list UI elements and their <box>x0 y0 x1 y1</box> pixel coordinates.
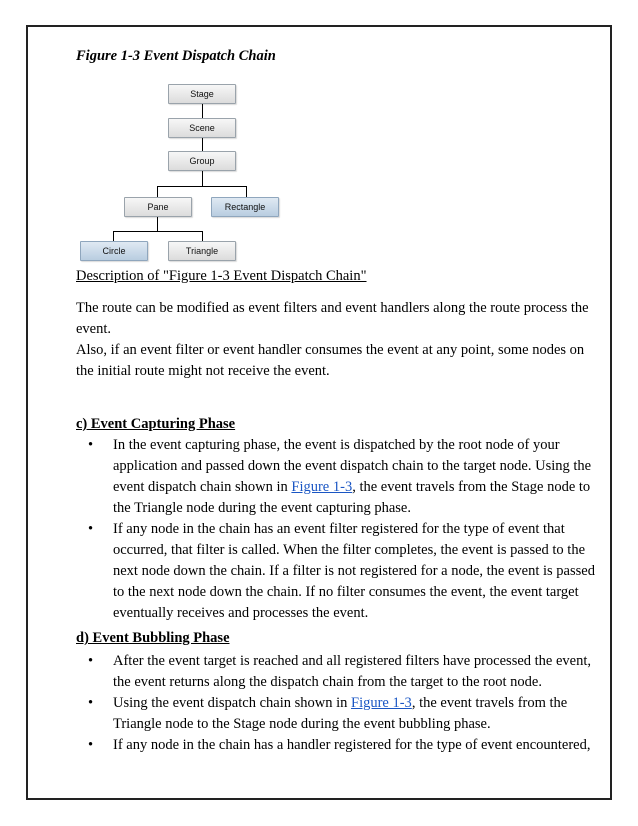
connector-pane-down <box>157 217 158 231</box>
bullet-icon: • <box>88 695 94 711</box>
connector-group-down <box>202 171 203 186</box>
capturing-phase-list <box>76 435 596 624</box>
bubbling-bullet-3-text: If any node in the chain has a handler registered for the type of event encountered, <box>113 737 591 753</box>
list-item <box>76 435 596 519</box>
bubbling-phase-heading: d) Event Bubbling Phase <box>76 630 230 646</box>
node-group: Group <box>168 151 236 171</box>
connector-to-circle <box>113 231 114 241</box>
node-scene: Scene <box>168 118 236 138</box>
figure-1-3-link[interactable]: Figure 1-3 <box>291 479 353 495</box>
list-item <box>76 651 596 693</box>
node-pane: Pane <box>124 197 192 217</box>
connector-stage-scene <box>202 104 203 118</box>
intro-paragraph-2: Also, if an event filter or event handler consumes the event at any point, some nodes on the initial route might not receive the event. <box>76 342 585 379</box>
connector-to-triangle <box>202 231 203 241</box>
connector-scene-group <box>202 137 203 151</box>
capturing-phase-heading: c) Event Capturing Phase <box>76 416 236 432</box>
node-triangle: Triangle <box>168 241 236 261</box>
capturing-bullet-2-text: If any node in the chain has an event filter registered for the type of event that occurred, that filter is called. When the filter completes, the event is passed to the next node down the chain. If a filter is not registered for a node, the event is passed to the next node down the chain. If no filter consumes the event, the event target eventually receives and processes the event. <box>113 521 595 621</box>
connector-to-pane <box>157 186 158 197</box>
bubbling-phase-list <box>76 651 596 756</box>
bubbling-bullet-1-text: After the event target is reached and all registered filters have processed the event, the event returns along the dispatch chain from the target to the root node. <box>113 653 592 690</box>
figure-caption: Figure 1-3 Event Dispatch Chain <box>76 48 276 64</box>
bullet-icon: • <box>88 437 94 453</box>
node-stage: Stage <box>168 84 236 104</box>
event-dispatch-chain-diagram <box>80 80 280 270</box>
node-circle: Circle <box>80 241 148 261</box>
bullet-icon: • <box>88 521 94 537</box>
list-item <box>76 735 596 756</box>
list-item <box>76 519 596 624</box>
connector-pane-branch <box>113 231 203 232</box>
bubbling-bullet-2-text-end: , the event travels from the Triangle node to the Stage node during the event bubbling phase. <box>113 695 568 732</box>
connector-group-branch <box>157 186 247 187</box>
bullet-icon: • <box>88 653 94 669</box>
bubbling-bullet-2-text: Using the event dispatch chain shown in <box>113 695 351 711</box>
bullet-icon: • <box>88 737 94 753</box>
node-rectangle: Rectangle <box>211 197 279 217</box>
list-item <box>76 693 596 735</box>
connector-to-rectangle <box>246 186 247 197</box>
capturing-bullet-1-text: In the event capturing phase, the event is dispatched by the root node of your application and passed down the event dispatch chain to the target node. Using the event dispatch chain shown in <box>113 437 592 495</box>
capturing-bullet-1-text-end: , the event travels from the Stage node to the Triangle node during the event capturing phase. <box>113 479 591 516</box>
intro-paragraph-1: The route can be modified as event filters and event handlers along the route process the event. <box>76 300 589 337</box>
figure-1-3-link[interactable]: Figure 1-3 <box>351 695 412 711</box>
figure-description-link[interactable]: Description of "Figure 1-3 Event Dispatch Chain" <box>76 268 367 284</box>
